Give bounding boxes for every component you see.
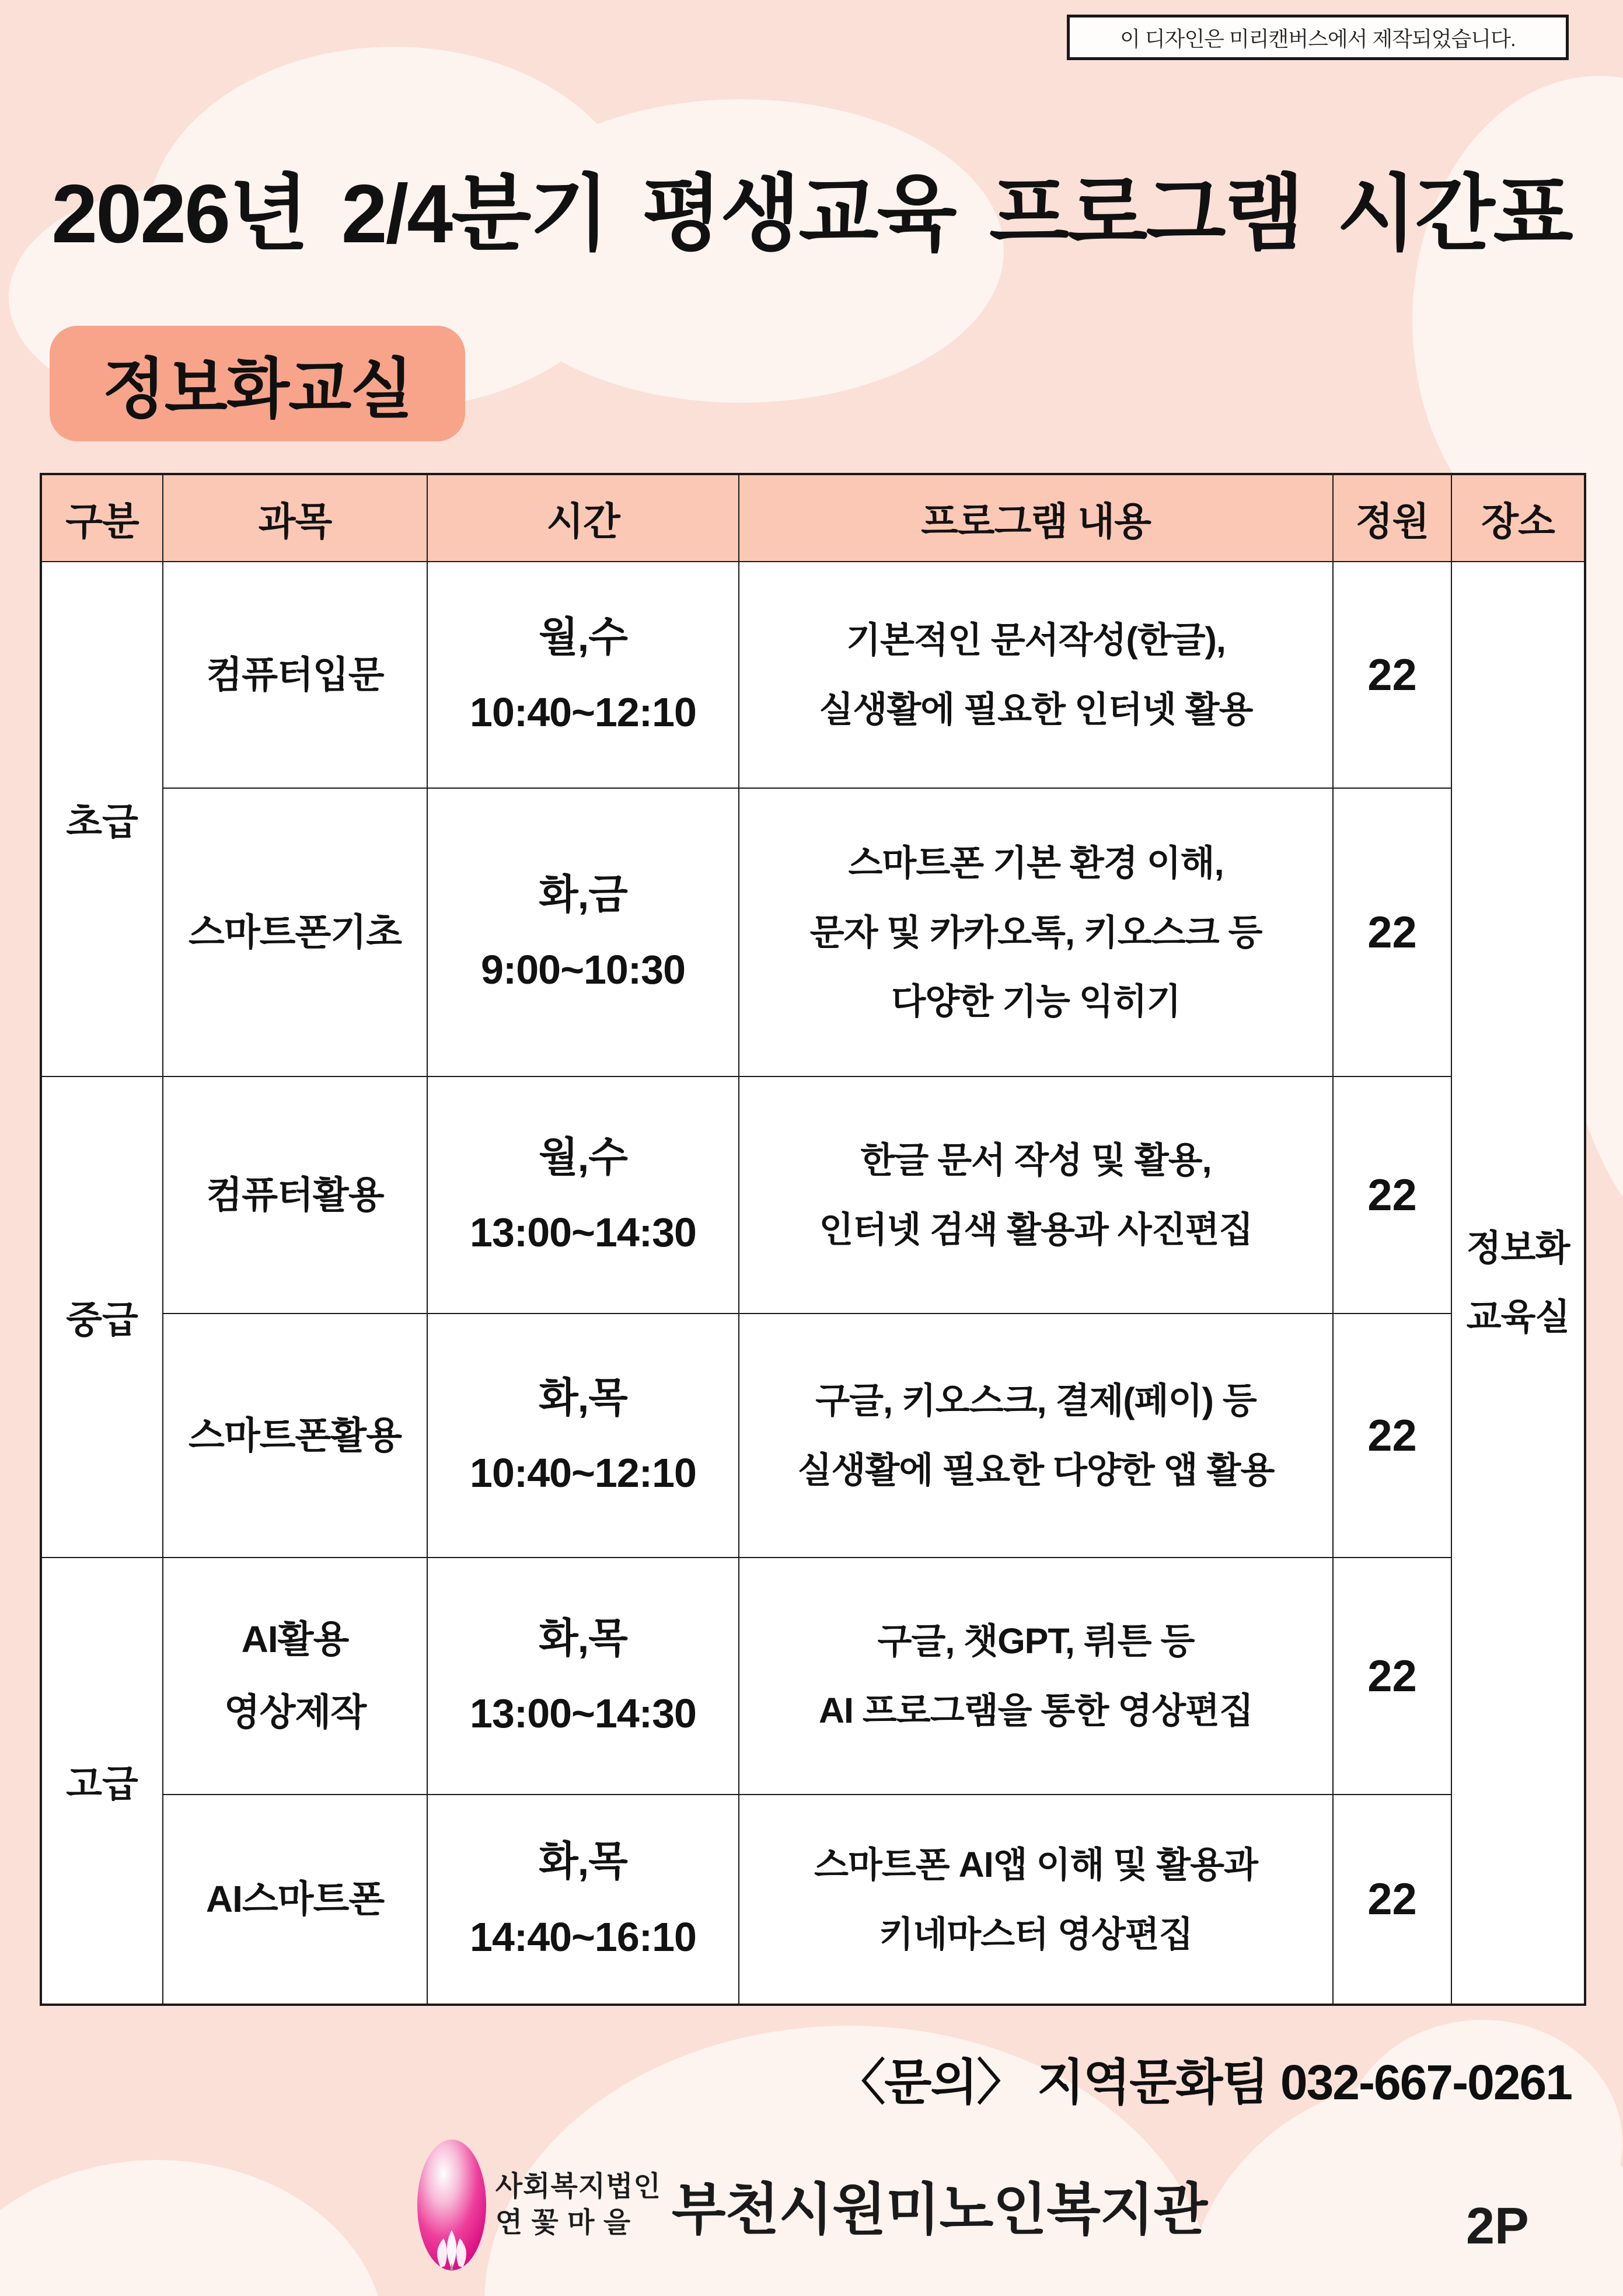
time-days: 월,수 [539, 614, 627, 660]
table-row [41, 1558, 1585, 1795]
content-line: 키네마스터 영상편집 [879, 1914, 1193, 1954]
content-line: 구글, 키오스크, 결제(페이) 등 [815, 1381, 1256, 1421]
time-hours: 14:40~16:10 [470, 1914, 696, 1960]
contact-line: 〈문의〉 지역문화팀 032-667-0261 [836, 2055, 1572, 2110]
content-cell [739, 788, 1333, 1076]
content-line: 스마트폰 기본 환경 이해, [848, 842, 1224, 883]
place-line: 교육실 [1466, 1297, 1570, 1337]
time-cell [427, 1558, 739, 1795]
content-line: 실생활에 필요한 인터넷 활용 [819, 689, 1253, 729]
org-logo [0, 2138, 1623, 2272]
capacity-cell: 22 [1333, 788, 1451, 1076]
time-cell [427, 1314, 739, 1558]
content-line: 한글 문서 작성 및 활용, [860, 1140, 1212, 1180]
logo-small-line: 사회복지법인 [495, 2170, 661, 2202]
schedule-table [40, 473, 1586, 2006]
subject-line: AI활용 [241, 1618, 349, 1661]
header-capacity: 정원 [1333, 474, 1451, 562]
subject-cell: 스마트폰기초 [163, 788, 427, 1076]
credit-box [1067, 15, 1569, 60]
logo-name: 부천시원미노인복지관 [671, 2178, 1207, 2241]
content-cell [739, 1558, 1333, 1795]
lotus-egg-icon [416, 2138, 487, 2272]
time-days: 화,금 [539, 871, 627, 917]
header-time: 시간 [427, 474, 739, 562]
subject-cell: 컴퓨터활용 [163, 1076, 427, 1314]
content-line: 구글, 챗GPT, 뤼튼 등 [877, 1621, 1195, 1661]
time-hours: 13:00~14:30 [470, 1210, 696, 1255]
capacity-cell: 22 [1333, 1076, 1451, 1314]
content-line: AI 프로그램을 통한 영상편집 [818, 1691, 1254, 1730]
subject-line: 영상제작 [224, 1691, 367, 1733]
subject-cell: 컴퓨터입문 [163, 562, 427, 788]
time-cell [427, 562, 739, 788]
time-hours: 13:00~14:30 [470, 1691, 696, 1736]
content-line: 인터넷 검색 활용과 사진편집 [819, 1210, 1253, 1249]
time-days: 화,목 [539, 1615, 627, 1661]
content-line: 문자 및 카카오톡, 키오스크 등 [809, 912, 1262, 952]
content-line: 다양한 기능 익히기 [891, 981, 1181, 1022]
time-days: 화,목 [539, 1374, 627, 1420]
subject-cell: AI스마트폰 [163, 1795, 427, 2005]
level-cell-beginner: 초급 [41, 562, 163, 1076]
table-row [41, 1795, 1585, 2005]
page-title: 2026년 2/4분기 평생교육 프로그램 시간표 [51, 168, 1572, 260]
time-hours: 10:40~12:10 [470, 1450, 696, 1496]
time-cell [427, 1795, 739, 2005]
header-subject: 과목 [163, 474, 427, 562]
capacity-cell: 22 [1333, 562, 1451, 788]
time-days: 월,수 [539, 1134, 627, 1180]
time-hours: 10:40~12:10 [470, 689, 696, 735]
time-days: 화,목 [539, 1838, 627, 1884]
logo-small-text [495, 2169, 661, 2242]
content-line: 실생활에 필요한 다양한 앱 활용 [797, 1450, 1275, 1490]
header-category: 구분 [41, 474, 163, 562]
capacity-cell: 22 [1333, 1558, 1451, 1795]
content-cell [739, 1795, 1333, 2005]
subject-cell: 스마트폰활용 [163, 1314, 427, 1558]
table-header-row [41, 474, 1585, 562]
time-cell [427, 1076, 739, 1314]
content-cell [739, 1076, 1333, 1314]
capacity-cell: 22 [1333, 1795, 1451, 2005]
header-content: 프로그램 내용 [739, 474, 1333, 562]
content-cell [739, 1314, 1333, 1558]
time-hours: 9:00~10:30 [480, 947, 685, 992]
content-line: 기본적인 문서작성(한글), [846, 620, 1226, 660]
table-row [41, 788, 1585, 1076]
section-badge [50, 326, 465, 441]
section-badge-label: 정보화교실 [102, 352, 413, 426]
table-row [41, 1076, 1585, 1314]
content-cell [739, 562, 1333, 788]
header-place: 장소 [1451, 474, 1585, 562]
capacity-cell: 22 [1333, 1314, 1451, 1558]
page-number: 2P [1466, 2197, 1529, 2255]
subject-cell [163, 1558, 427, 1795]
credit-text: 이 디자인은 미리캔버스에서 제작되었습니다. [1120, 26, 1516, 51]
table-row [41, 562, 1585, 788]
place-cell [1451, 562, 1585, 2005]
logo-small-line: 연 꽃 마 을 [495, 2207, 631, 2238]
table-row [41, 1314, 1585, 1558]
content-line: 스마트폰 AI앱 이해 및 활용과 [814, 1844, 1258, 1884]
level-cell-advanced: 고급 [41, 1558, 163, 2005]
level-cell-intermediate: 중급 [41, 1076, 163, 1558]
place-line: 정보화 [1466, 1228, 1570, 1269]
time-cell [427, 788, 739, 1076]
